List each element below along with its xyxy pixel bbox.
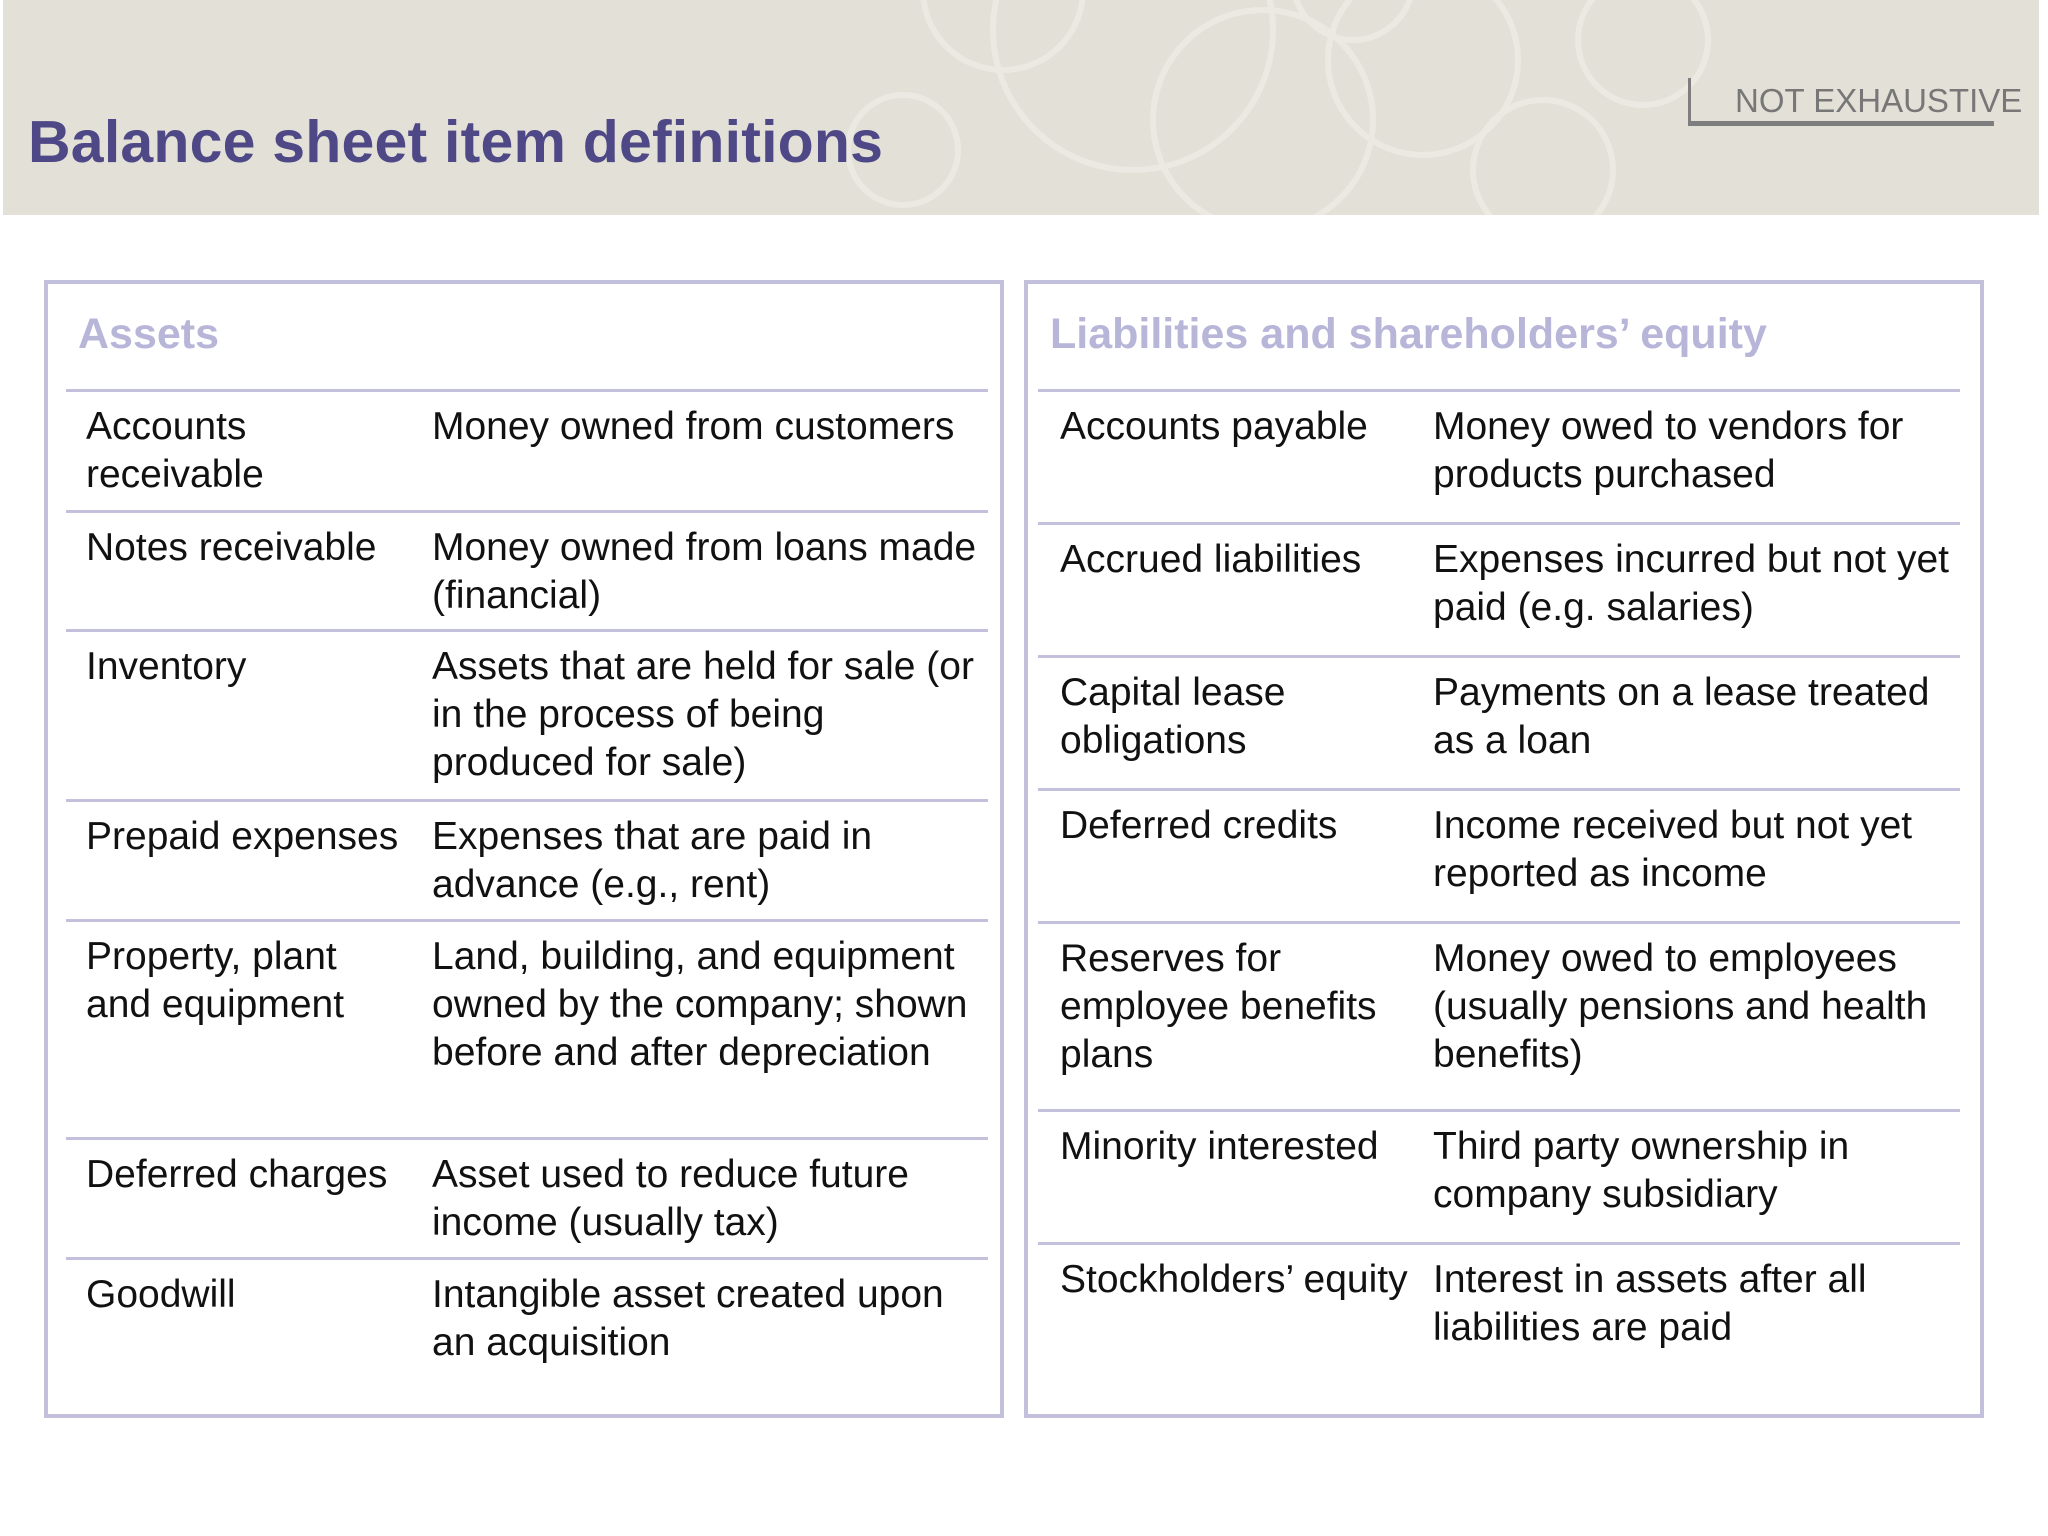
item-definition: Money owed to employees (usually pensions and health benefits) [1433,937,1928,1076]
table-row [66,1257,988,1377]
item-definition: Asset used to reduce future income (usually tax) [432,1153,909,1244]
item-term: Minority interested [1060,1125,1379,1168]
item-definition: Assets that are held for sale (or in the process of being produced for sale) [432,645,974,784]
not-exhaustive-tag: NOT EXHAUSTIVE [1735,82,2023,119]
item-term: Property, plant and equipment [86,935,345,1026]
item-definition: Land, building, and equipment owned by the company; shown before and after depreciation [432,935,968,1074]
table-row [66,799,988,919]
table-row [1038,389,1960,522]
item-term: Prepaid expenses [86,815,399,858]
item-term: Notes receivable [86,526,377,569]
item-definition: Money owned from loans made (financial) [432,526,977,617]
item-term: Reserves for employee benefits plans [1060,937,1377,1076]
item-definition: Money owed to vendors for products purchased [1433,405,1904,496]
assets-table [66,389,988,1377]
liabilities-heading: Liabilities and shareholders’ equity [1050,310,1767,358]
item-term: Capital lease obligations [1060,671,1286,762]
assets-panel [44,280,1004,1418]
table-row [1038,921,1960,1109]
liabilities-table [1038,389,1960,1375]
item-term: Accrued liabilities [1060,538,1362,581]
table-row [66,919,988,1137]
item-definition: Expenses that are paid in advance (e.g., rent) [432,815,873,906]
page-title: Balance sheet item definitions [28,109,884,175]
table-row [1038,788,1960,921]
item-definition: Expenses incurred but not yet paid (e.g. salaries) [1433,538,1949,629]
item-term: Deferred charges [86,1153,388,1196]
table-row [66,510,988,629]
table-row [66,1137,988,1257]
item-term: Inventory [86,645,247,688]
item-definition: Income received but not yet reported as income [1433,804,1913,895]
table-row [66,629,988,799]
item-definition: Interest in assets after all liabilities are paid [1433,1258,1867,1349]
item-definition: Payments on a lease treated as a loan [1433,671,1930,762]
item-definition: Money owned from customers [432,405,955,448]
table-row [66,389,988,510]
item-term: Deferred credits [1060,804,1338,847]
table-row [1038,655,1960,788]
liabilities-panel [1024,280,1984,1418]
table-row [1038,1109,1960,1242]
item-term: Stockholders’ equity [1060,1258,1408,1301]
item-term: Goodwill [86,1273,236,1316]
item-definition: Third party ownership in company subsidiary [1433,1125,1850,1216]
assets-heading: Assets [78,310,220,358]
table-row [1038,522,1960,655]
table-row [1038,1242,1960,1375]
item-definition: Intangible asset created upon an acquisition [432,1273,944,1364]
item-term: Accounts payable [1060,405,1368,448]
item-term: Accounts receivable [86,405,264,496]
